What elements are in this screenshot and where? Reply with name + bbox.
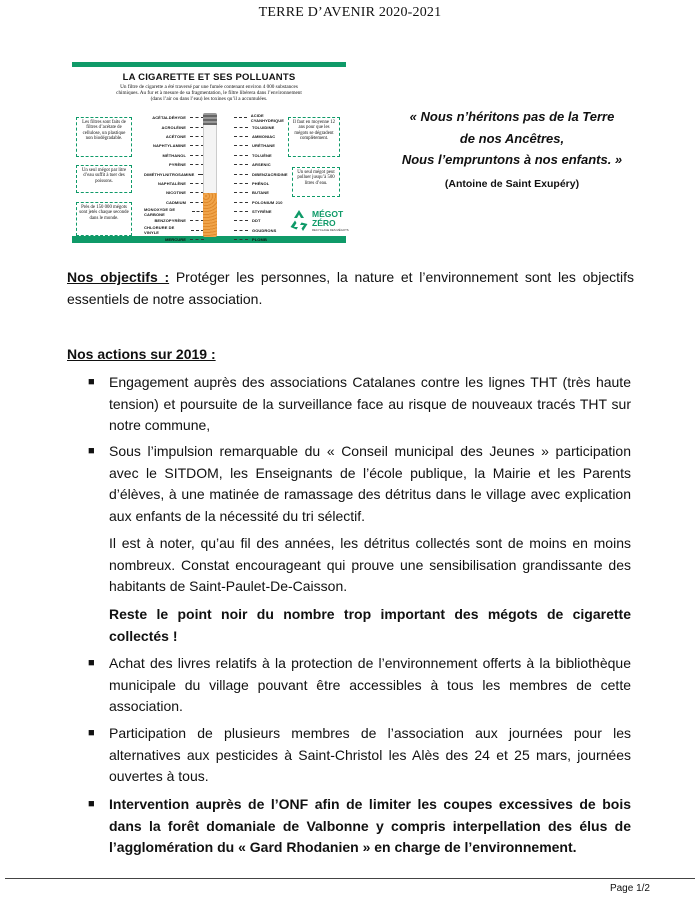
bullet-icon: ■	[88, 376, 95, 388]
pollutant-label: DIMÉTHYLNITROSAMINE	[144, 171, 195, 177]
pollutant-label: TOLUIDINE	[252, 124, 275, 130]
quote-author: (Antoine de Saint Exupéry)	[444, 178, 580, 190]
pollutant-leader-line	[234, 202, 248, 203]
actions-label: Nos actions sur 2019 :	[67, 346, 216, 362]
megot-zero-logo	[286, 207, 349, 237]
logo-line-2: ZÉRO	[312, 217, 336, 228]
pollutant-label: MÉTHANOL	[162, 152, 186, 158]
cigarette-filter	[203, 193, 217, 237]
pollutant-right-item	[234, 179, 294, 188]
bullet-icon: ■	[88, 727, 95, 739]
poster-note-filters: Les filtres sont faits de filtres d’acétate de cellulose, un plastique non biodégradable.	[76, 117, 132, 157]
action-item-3: Achat des livres relatifs à la protection de l’environnement offerts à la bibliothèque municipale du village pouvant être accessibles à tous les membres de cette association.	[109, 655, 631, 714]
bullet-icon: ■	[88, 798, 95, 810]
pollutant-label: NAPHTYLAMINE	[153, 143, 186, 149]
objectives-label: Nos objectifs :	[67, 269, 170, 285]
action-item-2: Sous l’impulsion remarquable du « Conseil municipal des Jeunes » participation avec le SITDOM, les Enseignants de l’école publique, la Mairie et les Parents d’élèves, à une matinée de ramassage des détritus dans le village avec explication aux enfants de la nécessité du tri sélectif.	[109, 443, 631, 524]
pollutant-leader-line	[234, 117, 247, 118]
pollutant-label: BUTANE	[252, 190, 269, 196]
quote-line-2: de nos Ancêtres,	[459, 130, 565, 146]
pollutant-leader-line	[190, 239, 204, 240]
pollutant-left-item	[144, 132, 204, 141]
pollutant-left-item	[144, 122, 204, 131]
pollutant-left-item	[144, 169, 204, 178]
pollutant-leader-line	[234, 220, 248, 221]
pollutant-label: DIBENZACRIDINE	[252, 171, 288, 177]
objectives-text: Protéger les personnes, la nature et l’environnement sont les objectifs essentiels de notre association.	[67, 269, 634, 307]
pollutant-leader-line	[234, 192, 248, 193]
pollutant-leader-line	[234, 174, 248, 175]
pollutant-right-item	[234, 226, 294, 235]
pollutant-leader-line	[190, 127, 204, 128]
action-bold-paragraph: Reste le point noir du nombre trop important des mégots de cigarette collectés !	[109, 606, 631, 644]
pollutant-right-item	[234, 188, 294, 197]
pollutant-left-item	[144, 207, 204, 216]
quote-line-3: Nous l’empruntons à nos enfants. »	[401, 152, 623, 167]
pollutant-label: ACIDE CYANHYDRIQUE	[250, 112, 285, 123]
pollutant-leader-line	[234, 127, 248, 128]
pollutant-label: POLONIUM 210	[252, 199, 283, 205]
action-item-4: Participation de plusieurs membres de l’association aux journées pour les alternatives aux pesticides à Saint-Christol les Alès des 24 et 25 mars, journées ouvertes à tous.	[109, 725, 631, 784]
pollutant-label: PHÉNOL	[252, 180, 270, 186]
pollutant-label: ACÉTONE	[165, 133, 186, 139]
pollutant-right-item	[234, 169, 294, 178]
pollutant-left-item	[144, 141, 204, 150]
action-item-5: Intervention auprès de l’ONF afin de limiter les coupes excessives de bois dans la forêt domaniale de Valbonne y compris interpellation des élus de l’agglomération du « Gard Rhodanien » en charge de l’environnement.	[109, 796, 631, 855]
pollutant-label: NICOTINE	[166, 190, 186, 196]
cigarette-pollutants-poster	[72, 62, 349, 243]
pollutant-label: PYRÈNE	[168, 162, 186, 168]
pollutant-left-item	[144, 198, 204, 207]
pollutant-right-item	[234, 198, 294, 207]
logo-wordmark	[312, 210, 343, 227]
bullet-icon: ■	[88, 445, 95, 457]
action-note-paragraph: Il est à noter, qu’au fil des années, les détritus collectés sont de moins en moins nombreux. Constat encourageant qui prouve une sensibilisation grandissante des habitants de Saint-Paulet-De-Caisson.	[109, 535, 631, 594]
pollutant-left-item	[144, 216, 204, 225]
pollutant-right-item	[234, 207, 294, 216]
pollutant-label: PLOMB	[252, 237, 267, 243]
pollutant-leader-line	[190, 183, 204, 184]
cigarette-ash	[203, 113, 217, 125]
pollutant-label: CADMIUM	[165, 199, 186, 205]
poster-note-count: Près de 150 000 mégots sont jetés chaque seconde dans le monde.	[76, 202, 132, 236]
pollutant-leader-line	[234, 145, 248, 146]
pollutant-label: BENZOPYRÈNE	[154, 218, 186, 224]
poster-note-pollute: Un seul mégot peut polluer jusqu’à 500 litres d’eau.	[292, 167, 340, 197]
pollutant-left-item	[144, 188, 204, 197]
document-header: TERRE D’AVENIR 2020-2021	[258, 5, 442, 20]
pollutant-label: NAPHTALÈNE	[157, 180, 186, 186]
footer-divider	[5, 878, 695, 879]
page-number: Page 1/2	[609, 883, 650, 894]
cigarette-paper	[203, 125, 217, 193]
pollutant-left-item	[144, 226, 204, 235]
pollutant-label: MONOXYDE DE CARBONE	[144, 206, 176, 217]
pollutant-left-item	[144, 160, 204, 169]
pollutant-right-item	[234, 113, 294, 122]
pollutants-right-column	[234, 113, 294, 244]
pollutant-right-item	[234, 160, 294, 169]
pollutant-leader-line	[234, 183, 248, 184]
pollutant-label: ACÉTALDÉHYDE	[152, 115, 186, 121]
pollutant-right-item	[234, 132, 294, 141]
objectives-paragraph	[67, 267, 634, 310]
pollutant-leader-line	[234, 164, 248, 165]
pollutant-label: DDT	[252, 218, 261, 224]
pollutant-label: GOUDRONS	[252, 227, 277, 233]
pollutant-left-item	[144, 235, 204, 244]
pollutant-leader-line	[234, 230, 248, 231]
pollutant-leader-line	[190, 202, 204, 203]
pollutant-label: ARSENIC	[252, 162, 271, 168]
pollutant-label: URÉTHANE	[252, 143, 276, 149]
quote	[352, 106, 672, 171]
actions-heading	[67, 344, 634, 366]
pollutant-leader-line	[190, 164, 204, 165]
pollutants-left-column	[144, 113, 204, 244]
pollutant-leader-line	[190, 136, 204, 137]
pollutant-label: AMMONIAC	[252, 133, 276, 139]
pollutant-right-item	[234, 216, 294, 225]
pollutant-right-item	[234, 151, 294, 160]
pollutant-leader-line	[234, 136, 248, 137]
pollutant-leader-line	[190, 192, 204, 193]
bullet-icon: ■	[88, 657, 95, 669]
quote-line-1: « Nous n’héritons pas de la Terre	[409, 109, 615, 124]
action-item-1: Engagement auprès des associations Catalanes contre les lignes THT (très haute tension) et poursuite de la surveillance face au risque de nouveaux tracés THT sur notre commune,	[109, 374, 631, 433]
pollutant-left-item	[144, 151, 204, 160]
recycle-icon	[286, 207, 312, 233]
pollutant-label: MERCURE	[165, 237, 186, 243]
logo-tagline: RECYCLAGE DES MÉGOTS	[312, 228, 349, 232]
logo-line-1: MÉGOT	[312, 209, 344, 219]
poster-note-years: Il faut en moyenne 12 ans pour que les mégots se dégradent complètement.	[288, 117, 340, 157]
pollutant-leader-line	[190, 155, 204, 156]
pollutant-label: ACROLÉINE	[161, 124, 186, 130]
pollutant-left-item	[144, 179, 204, 188]
pollutant-leader-line	[234, 155, 248, 156]
poster-note-water: Un seul mégot par litre d’eau suffit à tuer des poissons.	[76, 165, 132, 193]
pollutant-leader-line	[234, 211, 248, 212]
pollutant-leader-line	[190, 117, 204, 118]
pollutant-leader-line	[190, 220, 204, 221]
pollutant-leader-line	[234, 239, 248, 240]
pollutant-label: STYRÈNE	[252, 209, 272, 215]
pollutant-right-item	[234, 122, 294, 131]
pollutant-right-item	[234, 141, 294, 150]
pollutant-label: TOLUÈNE	[252, 152, 272, 158]
pollutant-left-item	[144, 113, 204, 122]
poster-title: LA CIGARETTE ET SES POLLUANTS	[122, 72, 296, 83]
pollutant-leader-line	[190, 145, 204, 146]
pollutant-label: CHLORURE DE VINYLE	[144, 225, 175, 236]
poster-intro: Un filtre de cigarette a été traversé par une fumée contenant environ 4 000 substances chimiques. Au fur et à mesure de sa fragmentation, le filtre libérera dans l’environnement (dans l’air ou dans l’eau) les toxines qu’il a accumulées.	[116, 84, 302, 103]
pollutant-right-item	[234, 235, 294, 244]
cigarette-illustration	[203, 113, 217, 237]
